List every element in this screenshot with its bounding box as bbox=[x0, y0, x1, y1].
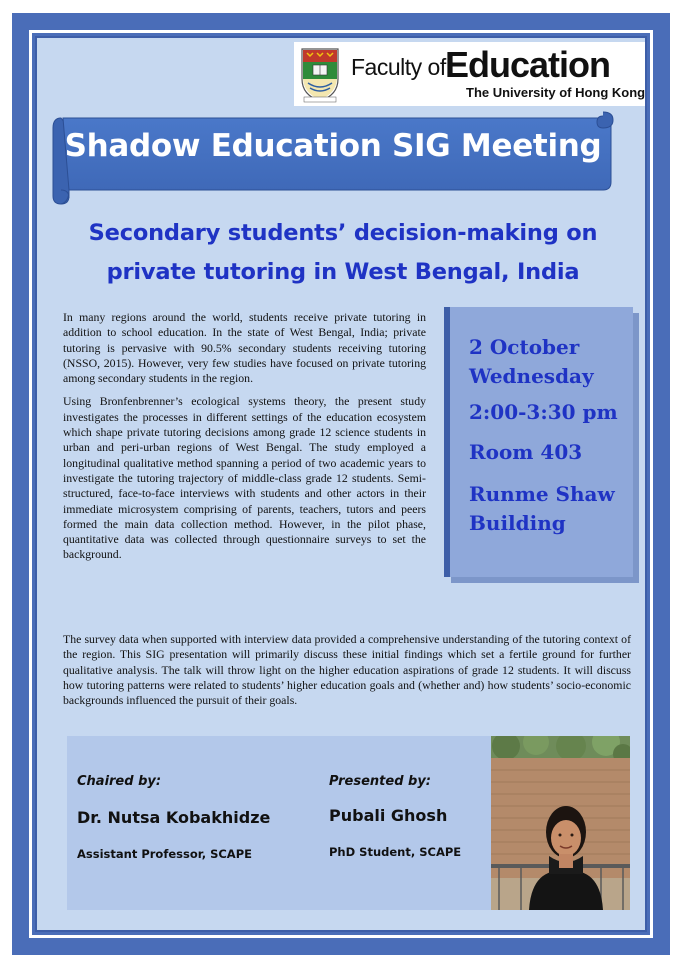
talk-title-line-1: Secondary students’ decision-making on bbox=[88, 220, 598, 246]
event-room: Room 403 bbox=[469, 440, 583, 464]
abstract-paragraph-3: The survey data when supported with interview data provided a comprehensive understanding of the tutoring context of the region. This SIG presentation will primarily discuss these initial findings which set a fertile ground for further qualitative analysis. The talk will throw light on the higher education aspirations of grade 12 students. It will discuss how tutoring patterns were related to students’ higher education goals and (whether and) how students’ socio-economic backgrounds influenced the pursuit of their goals. bbox=[63, 632, 631, 708]
speakers-box bbox=[67, 736, 630, 910]
poster-border bbox=[29, 30, 653, 938]
talk-title bbox=[57, 214, 629, 292]
event-details-box bbox=[444, 307, 633, 577]
university-name: The University of Hong Kong bbox=[466, 85, 646, 100]
talk-title-line-2: private tutoring in West Bengal, India bbox=[106, 259, 580, 285]
presenter-role: PhD Student, SCAPE bbox=[329, 845, 462, 859]
event-time: 2:00-3:30 pm bbox=[469, 400, 618, 424]
chair-role: Assistant Professor, SCAPE bbox=[77, 847, 252, 861]
abstract-paragraph-1: In many regions around the world, students receive private tutoring in addition to school education. In the state of West Bengal, India; private tutoring is pervasive with 90.5% secondary students receiving tutoring (NSSO, 2015). However, very few studies have focused on private tutoring among secondary students in the region. bbox=[63, 310, 426, 386]
presenter-label: Presented by: bbox=[329, 774, 432, 789]
faculty-logo bbox=[294, 42, 646, 106]
banner-title: Shadow Education SIG Meeting bbox=[64, 128, 602, 164]
chair-name: Dr. Nutsa Kobakhidze bbox=[77, 808, 271, 827]
faculty-education-text: Education bbox=[445, 44, 611, 85]
event-weekday: Wednesday bbox=[469, 364, 594, 388]
hku-crest-icon bbox=[298, 45, 342, 103]
presenter-photo bbox=[491, 736, 630, 910]
poster-panel bbox=[35, 36, 647, 932]
event-date: 2 October bbox=[469, 335, 580, 359]
abstract-paragraph-2: Using Bronfenbrenner’s ecological systems theory, the present study investigates the processes in different settings of the education ecosystem which shape private tutoring decisions among grade 12 science students in urban and peri-urban regions of West Bengal. The study employed a longitudinal qualitative method spanning a period of two academic years to investigate the tutoring trajectory of middle-class grade 12 students. Semi-structured, face-to-face interviews with students and other actors in their immediate microsystem comprising of parents, teachers, tutors and peers formed the main data collection method. However, in the pilot phase, quantitative data was collected through questionnaire surveys to set the background. bbox=[63, 394, 426, 562]
faculty-of-text: Faculty of bbox=[351, 54, 446, 80]
event-building-line-1: Runme Shaw bbox=[469, 482, 615, 506]
chair-label: Chaired by: bbox=[77, 774, 162, 789]
poster-frame bbox=[12, 13, 670, 955]
event-building-line-2: Building bbox=[469, 511, 566, 535]
presenter-name: Pubali Ghosh bbox=[329, 806, 448, 825]
abstract-column bbox=[63, 310, 426, 563]
